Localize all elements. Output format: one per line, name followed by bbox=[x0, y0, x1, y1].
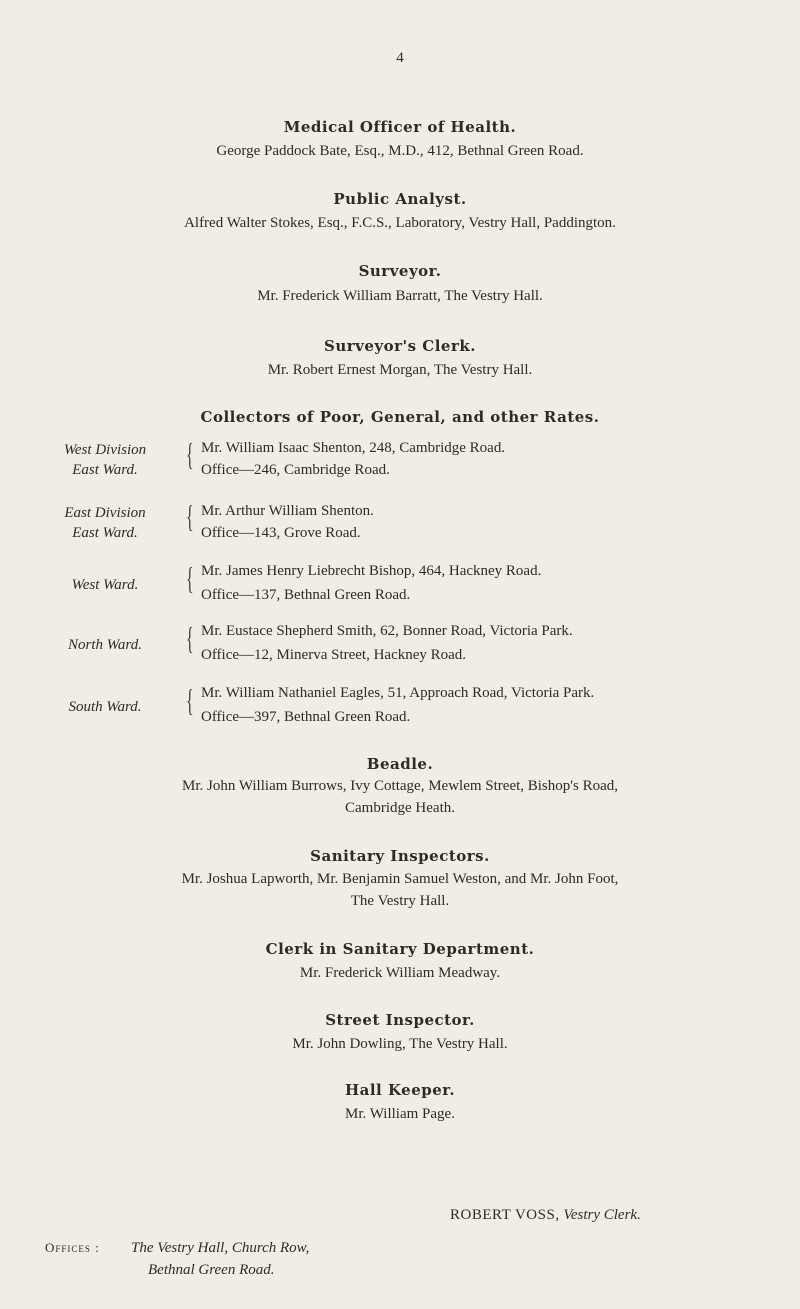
ward-label-line: West Ward. bbox=[71, 577, 139, 593]
heading-public-analyst: Public Analyst. bbox=[333, 190, 467, 208]
signature bbox=[450, 1207, 641, 1224]
collector-office: Office—12, Minerva Street, Hackney Road. bbox=[201, 647, 467, 663]
collector-office: Office—137, Bethnal Green Road. bbox=[201, 587, 411, 603]
brace-glyph: { bbox=[186, 682, 194, 718]
page-number: 4 bbox=[396, 50, 404, 66]
collector-office: Office—246, Cambridge Road. bbox=[201, 462, 390, 478]
offices-line-1: The Vestry Hall, Church Row, bbox=[131, 1240, 310, 1256]
brace-glyph: { bbox=[186, 436, 194, 472]
heading-hall-keeper: Hall Keeper. bbox=[344, 1081, 456, 1099]
street-inspector-entry: Mr. John Dowling, The Vestry Hall. bbox=[292, 1036, 508, 1052]
public-analyst-entry: Alfred Walter Stokes, Esq., F.C.S., Laboratory, Vestry Hall, Paddington. bbox=[184, 215, 616, 231]
heading-surveyor: Surveyor. bbox=[358, 262, 442, 280]
ward-label-line: East Ward. bbox=[72, 462, 138, 478]
collector-name: Mr. Eustace Shepherd Smith, 62, Bonner Road, Victoria Park. bbox=[201, 623, 573, 639]
ward-label-line: East Ward. bbox=[72, 525, 138, 541]
ward-label-line: North Ward. bbox=[68, 637, 142, 653]
ward-label-north-ward bbox=[30, 635, 180, 655]
heading-surveyors-clerk: Surveyor's Clerk. bbox=[324, 337, 476, 355]
beadle-entry-line-2: Cambridge Heath. bbox=[345, 800, 455, 816]
offices-label: Offices : bbox=[45, 1240, 100, 1255]
sanitary-inspectors-line-2: The Vestry Hall. bbox=[350, 893, 450, 909]
surveyor-entry: Mr. Frederick William Barratt, The Vestry Hall. bbox=[257, 288, 543, 304]
ward-label-line: East Division bbox=[64, 505, 146, 521]
brace-glyph: { bbox=[186, 560, 194, 596]
ward-label-east-division bbox=[30, 503, 180, 543]
hall-keeper-entry: Mr. William Page. bbox=[345, 1106, 455, 1122]
collector-office: Office—143, Grove Road. bbox=[201, 525, 361, 541]
ward-label-west-ward bbox=[30, 575, 180, 595]
collector-name: Mr. William Nathaniel Eagles, 51, Approach Road, Victoria Park. bbox=[201, 685, 595, 701]
heading-beadle: Beadle. bbox=[366, 755, 434, 773]
collector-name: Mr. James Henry Liebrecht Bishop, 464, Hackney Road. bbox=[201, 563, 542, 579]
ward-label-west-division bbox=[30, 440, 180, 480]
signature-name: ROBERT VOSS, bbox=[450, 1207, 560, 1223]
beadle-entry-line-1: Mr. John William Burrows, Ivy Cottage, Mewlem Street, Bishop's Road, bbox=[182, 778, 618, 794]
ward-label-line: West Division bbox=[63, 442, 147, 458]
collector-name: Mr. Arthur William Shenton. bbox=[201, 503, 374, 519]
heading-street-inspector: Street Inspector. bbox=[325, 1011, 475, 1029]
heading-collectors: Collectors of Poor, General, and other Rates. bbox=[200, 408, 600, 426]
ward-label-line: South Ward. bbox=[68, 699, 142, 715]
heading-sanitary-clerk: Clerk in Sanitary Department. bbox=[265, 940, 535, 958]
sanitary-clerk-entry: Mr. Frederick William Meadway. bbox=[299, 965, 501, 981]
heading-medical-officer: Medical Officer of Health. bbox=[283, 118, 517, 136]
sanitary-inspectors-line-1: Mr. Joshua Lapworth, Mr. Benjamin Samuel Weston, and Mr. John Foot, bbox=[181, 871, 619, 887]
brace-glyph: { bbox=[186, 620, 194, 656]
collector-name: Mr. William Isaac Shenton, 248, Cambridge Road. bbox=[201, 440, 506, 456]
medical-officer-entry: George Paddock Bate, Esq., M.D., 412, Bethnal Green Road. bbox=[216, 143, 584, 159]
surveyors-clerk-entry: Mr. Robert Ernest Morgan, The Vestry Hall. bbox=[267, 362, 533, 378]
signature-title: Vestry Clerk. bbox=[563, 1207, 641, 1223]
ward-label-south-ward bbox=[30, 697, 180, 717]
offices-line-2: Bethnal Green Road. bbox=[148, 1262, 275, 1278]
heading-sanitary-inspectors: Sanitary Inspectors. bbox=[310, 847, 490, 865]
brace-glyph: { bbox=[186, 498, 194, 534]
collector-office: Office—397, Bethnal Green Road. bbox=[201, 709, 411, 725]
